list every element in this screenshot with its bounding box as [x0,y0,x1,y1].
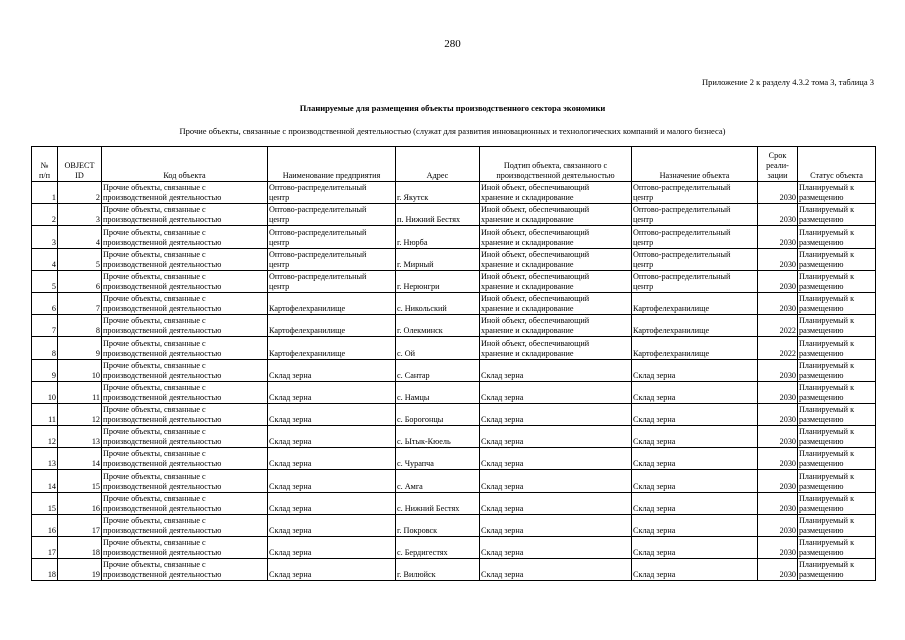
cell-status: Планируемый к размещению [798,182,876,204]
cell-status: Планируемый к размещению [798,492,876,514]
table-row [32,559,876,581]
cell-status: Планируемый к размещению [798,381,876,403]
cell-subtype: Склад зерна [480,403,632,425]
cell-term: 2030 [758,403,798,425]
cell-num: 11 [32,403,58,425]
cell-subtype: Склад зерна [480,537,632,559]
cell-address: с. Чурапча [396,448,480,470]
objects-table [31,146,876,581]
cell-num: 13 [32,448,58,470]
cell-purpose: Склад зерна [632,448,758,470]
table-row [32,514,876,536]
table-row [32,292,876,314]
header-num: № п/п [32,147,58,182]
cell-enterprise: Склад зерна [268,448,396,470]
cell-status: Планируемый к размещению [798,270,876,292]
cell-code: Прочие объекты, связанные с производственной деятельностью [102,426,268,448]
cell-term: 2030 [758,248,798,270]
cell-address: п. Нижний Бестях [396,204,480,226]
cell-object-id: 7 [58,292,102,314]
cell-enterprise: Склад зерна [268,359,396,381]
cell-subtype: Склад зерна [480,492,632,514]
cell-term: 2030 [758,226,798,248]
cell-purpose: Склад зерна [632,381,758,403]
cell-object-id: 11 [58,381,102,403]
cell-term: 2030 [758,492,798,514]
cell-address: с. Никольский [396,292,480,314]
cell-object-id: 4 [58,226,102,248]
cell-purpose: Склад зерна [632,470,758,492]
cell-term: 2030 [758,448,798,470]
cell-purpose: Картофелехранилище [632,292,758,314]
cell-purpose: Склад зерна [632,403,758,425]
cell-code: Прочие объекты, связанные с производственной деятельностью [102,182,268,204]
cell-term: 2030 [758,381,798,403]
cell-object-id: 12 [58,403,102,425]
header-enterprise: Наименование предприятия [268,147,396,182]
cell-enterprise: Картофелехранилище [268,337,396,359]
cell-enterprise: Склад зерна [268,492,396,514]
cell-address: г. Покровск [396,514,480,536]
cell-status: Планируемый к размещению [798,204,876,226]
cell-subtype: Иной объект, обеспечивающий хранение и складирование [480,292,632,314]
cell-term: 2030 [758,204,798,226]
cell-num: 17 [32,537,58,559]
cell-address: г. Якутск [396,182,480,204]
cell-purpose: Картофелехранилище [632,315,758,337]
cell-status: Планируемый к размещению [798,359,876,381]
cell-address: г. Олекминск [396,315,480,337]
cell-status: Планируемый к размещению [798,337,876,359]
table-row [32,270,876,292]
document-subtitle: Прочие объекты, связанные с производственной деятельностью (служат для развития инновационных и технологических компаний и малого бизнеса) [179,126,726,136]
cell-term: 2030 [758,292,798,314]
cell-subtype: Иной объект, обеспечивающий хранение и складирование [480,270,632,292]
cell-subtype: Склад зерна [480,559,632,581]
cell-purpose: Оптово-распределительный центр [632,248,758,270]
cell-purpose: Оптово-распределительный центр [632,182,758,204]
cell-purpose: Оптово-распределительный центр [632,226,758,248]
header-address: Адрес [396,147,480,182]
table-header-row [32,147,876,182]
cell-enterprise: Оптово-распределительный центр [268,182,396,204]
cell-address: г. Нерюнгри [396,270,480,292]
cell-status: Планируемый к размещению [798,559,876,581]
cell-status: Планируемый к размещению [798,315,876,337]
table-row [32,182,876,204]
cell-status: Планируемый к размещению [798,514,876,536]
cell-address: с. Амга [396,470,480,492]
cell-code: Прочие объекты, связанные с производственной деятельностью [102,403,268,425]
cell-term: 2030 [758,359,798,381]
cell-code: Прочие объекты, связанные с производственной деятельностью [102,359,268,381]
cell-enterprise: Склад зерна [268,426,396,448]
cell-enterprise: Склад зерна [268,381,396,403]
cell-purpose: Склад зерна [632,426,758,448]
table-row [32,470,876,492]
cell-object-id: 2 [58,182,102,204]
cell-num: 16 [32,514,58,536]
page-number: 280 [444,38,461,50]
table-row [32,337,876,359]
cell-num: 18 [32,559,58,581]
cell-num: 1 [32,182,58,204]
table-body [32,182,876,581]
table-row [32,448,876,470]
table-row [32,492,876,514]
cell-object-id: 17 [58,514,102,536]
cell-status: Планируемый к размещению [798,226,876,248]
cell-subtype: Склад зерна [480,470,632,492]
table-row [32,381,876,403]
cell-object-id: 3 [58,204,102,226]
cell-purpose: Склад зерна [632,359,758,381]
cell-object-id: 10 [58,359,102,381]
cell-address: г. Вилюйск [396,559,480,581]
cell-object-id: 6 [58,270,102,292]
cell-object-id: 14 [58,448,102,470]
cell-purpose: Склад зерна [632,514,758,536]
cell-code: Прочие объекты, связанные с производственной деятельностью [102,315,268,337]
cell-subtype: Склад зерна [480,359,632,381]
table-row [32,359,876,381]
cell-object-id: 8 [58,315,102,337]
cell-enterprise: Картофелехранилище [268,292,396,314]
cell-address: г. Нюрба [396,226,480,248]
table-row [32,426,876,448]
cell-num: 3 [32,226,58,248]
document-title: Планируемые для размещения объекты производственного сектора экономики [299,103,606,113]
cell-enterprise: Склад зерна [268,470,396,492]
cell-status: Планируемый к размещению [798,537,876,559]
cell-term: 2030 [758,537,798,559]
header-subtype: Подтип объекта, связанного с производственной деятельностью [480,147,632,182]
header-term: Срок реали- зации [758,147,798,182]
cell-object-id: 15 [58,470,102,492]
cell-term: 2030 [758,426,798,448]
cell-enterprise: Картофелехранилище [268,315,396,337]
table-row [32,315,876,337]
cell-num: 15 [32,492,58,514]
cell-enterprise: Склад зерна [268,537,396,559]
cell-address: с. Нижний Бестях [396,492,480,514]
cell-code: Прочие объекты, связанные с производственной деятельностью [102,292,268,314]
cell-num: 14 [32,470,58,492]
cell-subtype: Склад зерна [480,426,632,448]
cell-status: Планируемый к размещению [798,448,876,470]
cell-purpose: Оптово-распределительный центр [632,204,758,226]
cell-subtype: Иной объект, обеспечивающий хранение и складирование [480,182,632,204]
table-row [32,403,876,425]
cell-subtype: Склад зерна [480,514,632,536]
appendix-note: Приложение 2 к разделу 4.3.2 тома 3, таблица 3 [701,77,874,87]
header-object-id: OBJECT ID [58,147,102,182]
cell-address: с. Намцы [396,381,480,403]
table-row [32,248,876,270]
cell-num: 12 [32,426,58,448]
cell-enterprise: Оптово-распределительный центр [268,204,396,226]
cell-num: 8 [32,337,58,359]
cell-subtype: Иной объект, обеспечивающий хранение и складирование [480,226,632,248]
cell-term: 2030 [758,270,798,292]
cell-enterprise: Оптово-распределительный центр [268,270,396,292]
cell-status: Планируемый к размещению [798,426,876,448]
cell-num: 2 [32,204,58,226]
cell-enterprise: Склад зерна [268,559,396,581]
cell-object-id: 16 [58,492,102,514]
cell-subtype: Иной объект, обеспечивающий хранение и складирование [480,248,632,270]
cell-num: 10 [32,381,58,403]
cell-purpose: Склад зерна [632,559,758,581]
cell-num: 9 [32,359,58,381]
cell-term: 2030 [758,559,798,581]
cell-object-id: 18 [58,537,102,559]
header-code: Код объекта [102,147,268,182]
cell-term: 2030 [758,182,798,204]
cell-enterprise: Склад зерна [268,514,396,536]
cell-code: Прочие объекты, связанные с производственной деятельностью [102,448,268,470]
cell-num: 5 [32,270,58,292]
cell-object-id: 5 [58,248,102,270]
cell-enterprise: Оптово-распределительный центр [268,248,396,270]
cell-code: Прочие объекты, связанные с производственной деятельностью [102,381,268,403]
cell-address: с. Ой [396,337,480,359]
cell-code: Прочие объекты, связанные с производственной деятельностью [102,514,268,536]
cell-code: Прочие объекты, связанные с производственной деятельностью [102,204,268,226]
cell-object-id: 13 [58,426,102,448]
cell-purpose: Картофелехранилище [632,337,758,359]
cell-subtype: Склад зерна [480,448,632,470]
cell-code: Прочие объекты, связанные с производственной деятельностью [102,226,268,248]
cell-term: 2030 [758,514,798,536]
cell-num: 6 [32,292,58,314]
cell-object-id: 9 [58,337,102,359]
header-status: Статус объекта [798,147,876,182]
table-row [32,537,876,559]
cell-address: с. Борогонцы [396,403,480,425]
cell-enterprise: Склад зерна [268,403,396,425]
cell-code: Прочие объекты, связанные с производственной деятельностью [102,337,268,359]
cell-term: 2030 [758,470,798,492]
cell-purpose: Склад зерна [632,492,758,514]
cell-status: Планируемый к размещению [798,470,876,492]
cell-term: 2022 [758,337,798,359]
cell-object-id: 19 [58,559,102,581]
cell-enterprise: Оптово-распределительный центр [268,226,396,248]
cell-num: 4 [32,248,58,270]
cell-code: Прочие объекты, связанные с производственной деятельностью [102,559,268,581]
cell-purpose: Оптово-распределительный центр [632,270,758,292]
cell-status: Планируемый к размещению [798,292,876,314]
cell-address: с. Бердигестях [396,537,480,559]
cell-subtype: Иной объект, обеспечивающий хранение и складирование [480,315,632,337]
cell-subtype: Иной объект, обеспечивающий хранение и складирование [480,204,632,226]
cell-address: с. Ытык-Кюель [396,426,480,448]
header-purpose: Назначение объекта [632,147,758,182]
cell-code: Прочие объекты, связанные с производственной деятельностью [102,248,268,270]
cell-code: Прочие объекты, связанные с производственной деятельностью [102,492,268,514]
cell-term: 2022 [758,315,798,337]
cell-address: г. Мирный [396,248,480,270]
cell-status: Планируемый к размещению [798,248,876,270]
table-row [32,226,876,248]
cell-subtype: Склад зерна [480,381,632,403]
cell-purpose: Склад зерна [632,537,758,559]
cell-address: с. Сантар [396,359,480,381]
cell-num: 7 [32,315,58,337]
cell-subtype: Иной объект, обеспечивающий хранение и складирование [480,337,632,359]
cell-status: Планируемый к размещению [798,403,876,425]
cell-code: Прочие объекты, связанные с производственной деятельностью [102,470,268,492]
cell-code: Прочие объекты, связанные с производственной деятельностью [102,270,268,292]
cell-code: Прочие объекты, связанные с производственной деятельностью [102,537,268,559]
table-row [32,204,876,226]
